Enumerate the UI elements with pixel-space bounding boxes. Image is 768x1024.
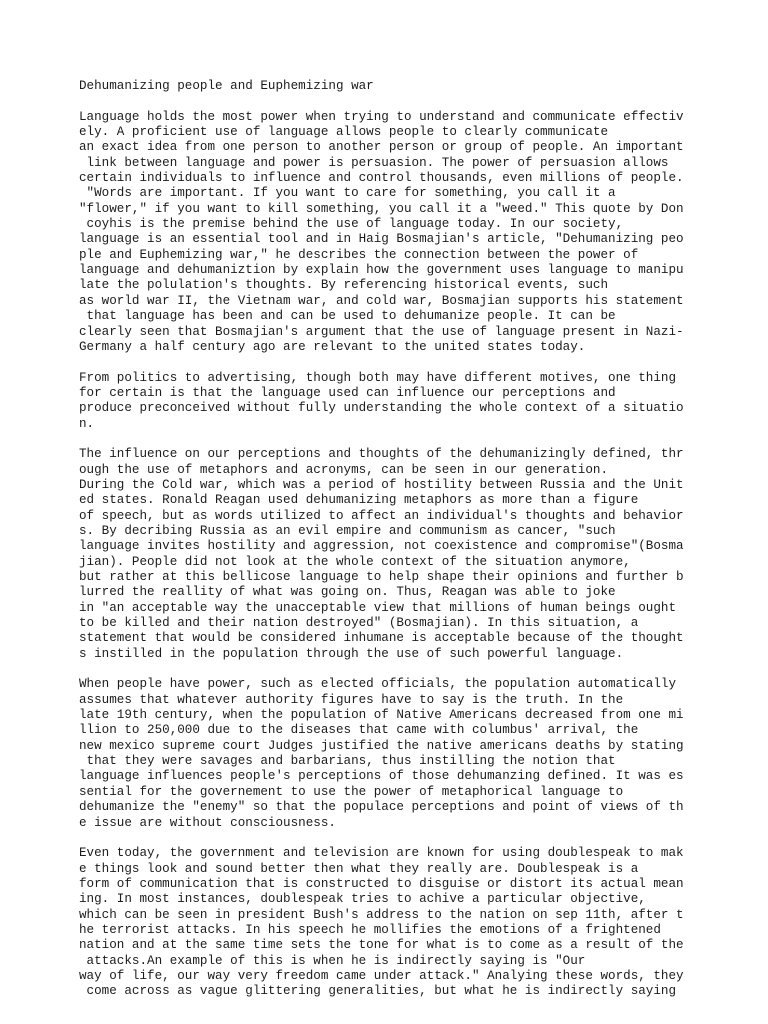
document-body (79, 79, 719, 1000)
text-line: dehumanize the "enemy" so that the populace perceptions and point of views of th (79, 800, 684, 815)
text-line: ing. In most instances, doublespeak tries to achive a particular objective, (79, 892, 646, 907)
paragraph-spacer (79, 355, 719, 370)
text-line: late the polulation's thoughts. By referencing historical events, such (79, 278, 609, 293)
paragraph-spacer (79, 432, 719, 447)
text-line: certain individuals to influence and control thousands, even millions of people. (79, 171, 684, 186)
document-title: Dehumanizing people and Euphemizing war (79, 79, 374, 93)
text-line: "flower," if you want to kill something, you call it a "weed." This quote by Don (79, 201, 684, 216)
text-line: language influences people's perceptions of those dehumanzing defined. It was es (79, 769, 684, 784)
text-line: new mexico supreme court Judges justified the native americans deaths by stating (79, 738, 684, 753)
text-line: Even today, the government and television are known for using doublespeak to mak (79, 846, 684, 861)
paragraph-spacer (79, 831, 719, 846)
text-line: llion to 250,000 due to the diseases that came with columbus' arrival, the (79, 723, 639, 738)
text-line: form of communication that is constructed to disguise or distort its actual mean (79, 876, 684, 891)
paragraph (79, 371, 719, 432)
text-line: "Words are important. If you want to care for something, you call it a (79, 186, 616, 201)
text-line: ple and Euphemizing war," he describes the connection between the power of (79, 247, 639, 262)
text-line: produce preconceived without fully understanding the whole context of a situatio (79, 401, 684, 416)
text-line: way of life, our way very freedom came under attack." Analying these words, they (79, 968, 684, 983)
text-line: coyhis is the premise behind the use of language today. In our society, (79, 217, 624, 232)
text-line: but rather at this bellicose language to help shape their opinions and further b (79, 570, 684, 584)
text-line: of speech, but as words utilized to affect an individual's thoughts and behavior (79, 508, 684, 523)
text-line: Germany a half century ago are relevant to the united states today. (79, 339, 586, 354)
text-line: an exact idea from one person to another person or group of people. An important (79, 140, 684, 155)
text-line: s. By decribing Russia as an evil empire and communism as cancer, "such (79, 523, 616, 538)
paragraph (79, 447, 719, 662)
paragraph-spacer (79, 94, 719, 109)
text-line: for certain is that the language used can influence our perceptions and (79, 385, 616, 400)
paragraph-spacer (79, 662, 719, 677)
text-line: he terrorist attacks. In his speech he mollifies the emotions of a frightened (79, 922, 661, 937)
text-line: to be killed and their nation destroyed" (Bosmajian). In this situation, a (79, 616, 639, 631)
text-line: late 19th century, when the population of Native Americans decreased from one mi (79, 708, 684, 723)
text-line: jian). People did not look at the whole context of the situation anymore, (79, 554, 631, 569)
text-line: n. (79, 416, 95, 431)
text-line: e things look and sound better then what they really are. Doublespeak is a (79, 861, 639, 876)
text-line: ely. A proficient use of language allows people to clearly communicate (79, 125, 609, 140)
text-line: ough the use of metaphors and acronyms, can be seen in our generation. (79, 462, 609, 477)
text-line: s instilled in the population through the use of such powerful language. (79, 646, 624, 661)
text-line: When people have power, such as elected officials, the population automatically (79, 677, 677, 692)
text-line: From politics to advertising, though both may have different motives, one thing (79, 370, 677, 385)
text-line: The influence on our perceptions and thoughts of the dehumanizingly defined, thr (79, 447, 684, 462)
text-line: sential for the governement to use the power of metaphorical language to (79, 784, 624, 799)
text-line: lurred the reallity of what was going on. Thus, Reagan was able to joke (79, 585, 616, 600)
text-line: language is an essential tool and in Haig Bosmajian's article, "Dehumanizing peo (79, 232, 684, 247)
text-line: in "an acceptable way the unacceptable view that millions of human beings ought (79, 600, 677, 615)
text-line: come across as vague glittering generalities, but what he is indirectly saying (79, 984, 677, 999)
text-line: which can be seen in president Bush's address to the nation on sep 11th, after t (79, 907, 684, 922)
paragraph (79, 677, 719, 830)
text-line: e issue are without consciousness. (79, 815, 336, 830)
text-line: Language holds the most power when trying to understand and communicate effectiv (79, 109, 684, 124)
text-line: as world war II, the Vietnam war, and cold war, Bosmajian supports his statement (79, 293, 684, 308)
text-line: clearly seen that Bosmajian's argument that the use of language present in Nazi- (79, 324, 684, 339)
paragraph (79, 110, 719, 356)
text-line: assumes that whatever authority figures have to say is the truth. In the (79, 692, 624, 707)
text-line: attacks.An example of this is when he is indirectly saying is "Our (79, 953, 586, 968)
text-line: statement that would be considered inhumane is acceptable because of the thought (79, 631, 684, 646)
text-line: that language has been and can be used to dehumanize people. It can be (79, 309, 616, 324)
text-line: language and dehumaniztion by explain how the government uses language to manipu (79, 263, 684, 278)
text-line: ed states. Ronald Reagan used dehumanizing metaphors as more than a figure (79, 493, 639, 508)
paragraph (79, 846, 719, 999)
text-line: During the Cold war, which was a period of hostility between Russia and the Unit (79, 477, 684, 492)
text-line: that they were savages and barbarians, thus instilling the notion that (79, 754, 616, 769)
paragraph-container (79, 110, 719, 1000)
text-line: link between language and power is persuasion. The power of persuasion allows (79, 155, 669, 170)
text-line: nation and at the same time sets the tone for what is to come as a result of the (79, 938, 684, 953)
text-line: language invites hostility and aggression, not coexistence and compromise"(Bosma (79, 539, 684, 554)
